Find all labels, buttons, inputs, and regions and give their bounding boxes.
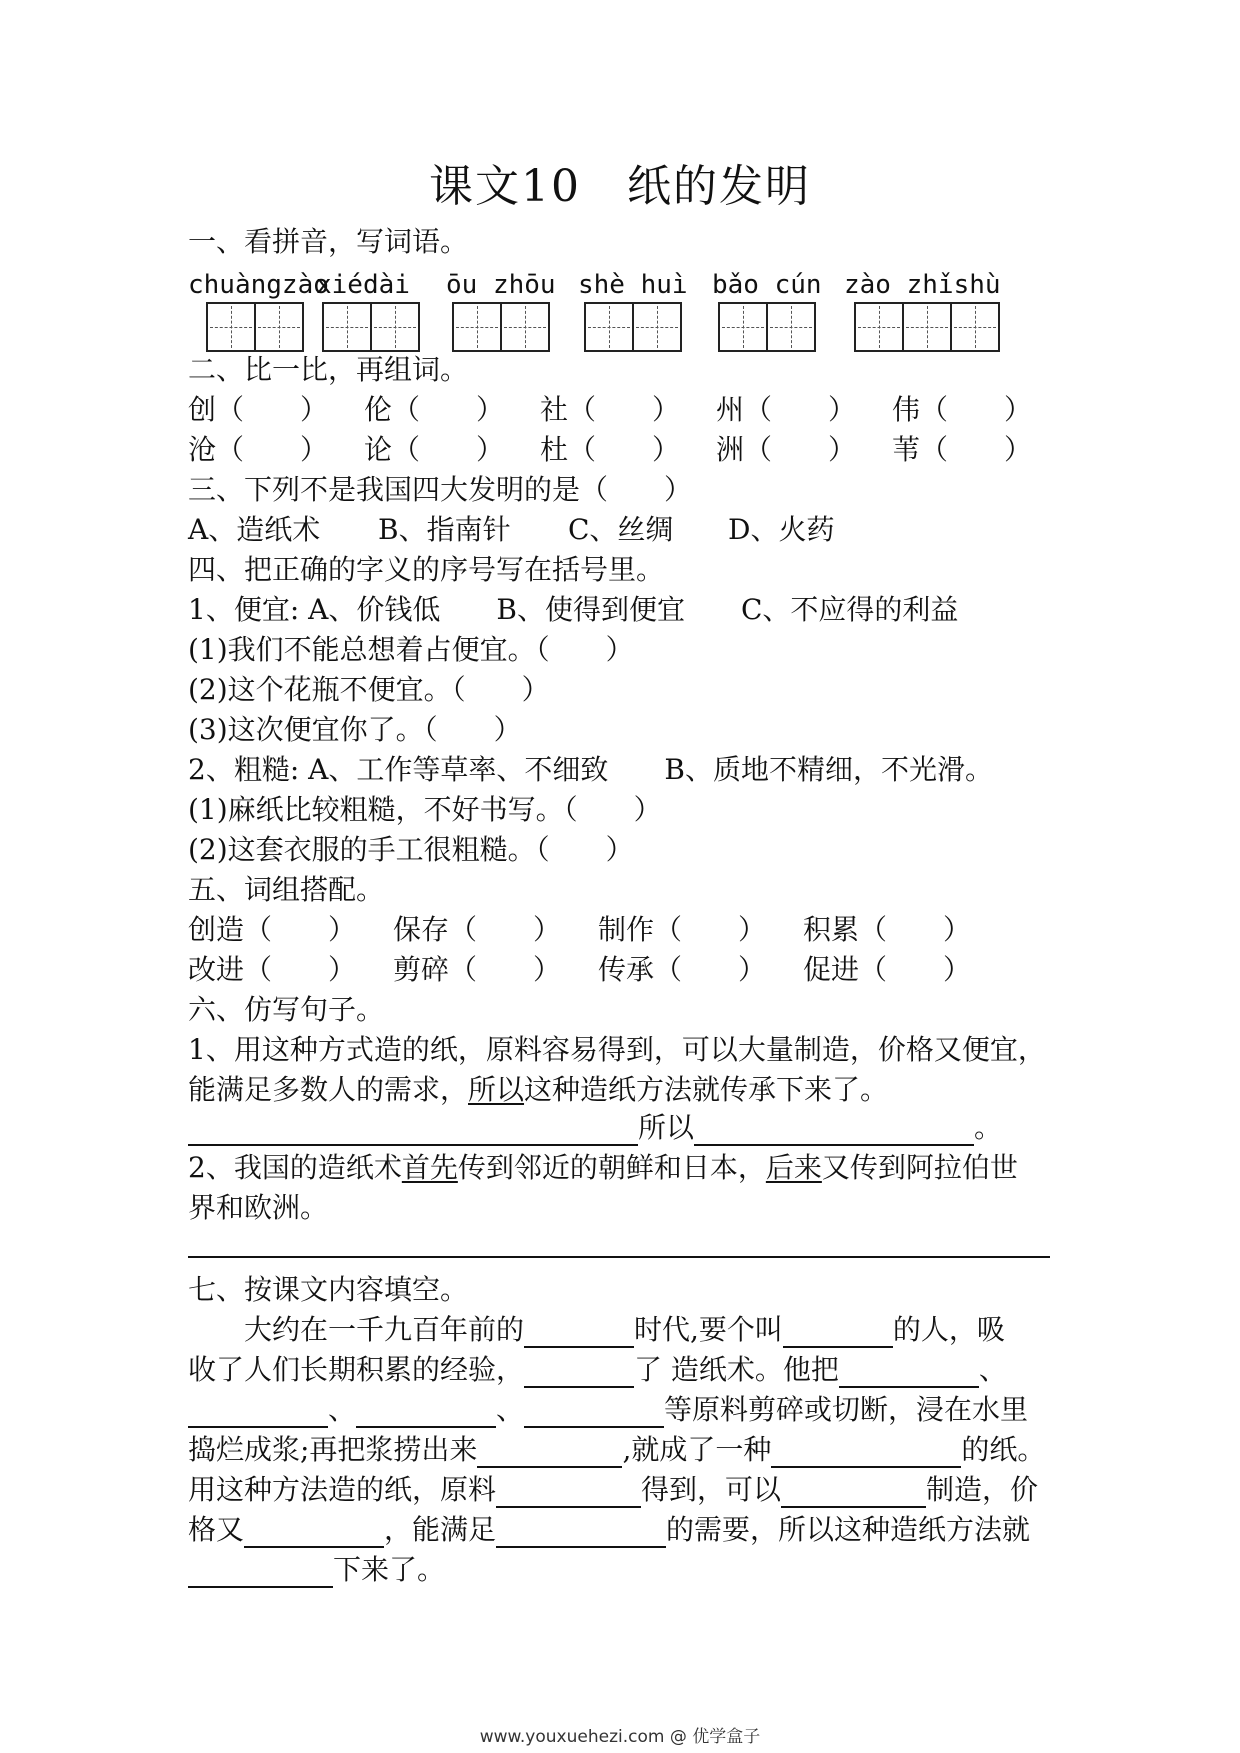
- sentence-text: 传到邻近的朝鲜和日本，: [457, 1151, 766, 1184]
- match-item: 制作（ ）: [598, 913, 767, 946]
- match-row-1: [188, 912, 971, 948]
- underlined-keyword: 后来: [765, 1151, 822, 1184]
- fill-text: 大约在一千九百年前的: [244, 1313, 525, 1346]
- option-c: C、丝绸: [568, 513, 674, 546]
- pinyin-label: chuàngzào: [188, 270, 329, 300]
- pinyin-label: zào zhǐshù: [844, 270, 1001, 300]
- pinyin-label: bǎo cún: [712, 270, 822, 300]
- question-1-definitions: 1、便宜: A、价钱低 B、使得到便宜 C、不应得的利益: [188, 593, 959, 626]
- compare-item: 州（ ）: [716, 393, 857, 426]
- fill-line-3: [188, 1392, 1028, 1428]
- fill-blank[interactable]: [188, 1396, 328, 1428]
- compare-item: 论（ ）: [364, 433, 505, 466]
- section-7-heading: 七、按课文内容填空。: [188, 1273, 469, 1306]
- option-a: A、造纸术: [188, 513, 321, 546]
- sentence-text: 又传到阿拉伯世: [821, 1151, 1018, 1184]
- choice-options: [188, 512, 834, 548]
- writing-boxes[interactable]: [718, 302, 816, 352]
- writing-boxes[interactable]: [584, 302, 682, 352]
- writing-boxes[interactable]: [452, 302, 550, 352]
- fill-text: 收了人们长期积累的经验，: [188, 1353, 525, 1386]
- pinyin-item: [188, 268, 329, 302]
- answer-blank[interactable]: [694, 1114, 974, 1146]
- answer-line[interactable]: [188, 1256, 1050, 1258]
- fill-blank[interactable]: [496, 1516, 666, 1548]
- match-item: 改进（ ）: [188, 953, 357, 986]
- match-item: 积累（ ）: [803, 913, 972, 946]
- fill-text: 的纸。: [961, 1433, 1046, 1466]
- pinyin-item: [712, 268, 822, 302]
- fill-line-1: [244, 1312, 1005, 1348]
- match-row-2: [188, 952, 971, 988]
- fill-text: 捣烂成浆;再把浆捞出来: [188, 1433, 478, 1466]
- sentence-text: 这种造纸方法就传承下来了。: [524, 1073, 889, 1106]
- fill-text: 等原料剪碎或切断，浸在水里: [664, 1393, 1029, 1426]
- answer-connector: 所以: [638, 1111, 695, 1144]
- pinyin-exercise: [188, 268, 1068, 360]
- match-item: 剪碎（ ）: [393, 953, 562, 986]
- pinyin-label: shè huì: [578, 270, 688, 300]
- fill-blank[interactable]: [839, 1356, 979, 1388]
- match-item: 创造（ ）: [188, 913, 357, 946]
- fill-blank[interactable]: [524, 1356, 634, 1388]
- pinyin-item: [578, 268, 688, 302]
- question-2-item: (1)麻纸比较粗糙，不好书写。（ ）: [188, 793, 662, 826]
- fill-text: 了 造纸术。他把: [634, 1353, 839, 1386]
- match-item: 促进（ ）: [803, 953, 972, 986]
- fill-blank[interactable]: [477, 1436, 622, 1468]
- fill-text: 的需要，所以这种造纸方法就: [666, 1513, 1031, 1546]
- fill-text: 、: [328, 1393, 357, 1426]
- fill-blank[interactable]: [356, 1396, 496, 1428]
- compare-item: 苇（ ）: [892, 433, 1033, 466]
- section-6-heading: 六、仿写句子。: [188, 993, 385, 1026]
- fill-text: 得到，可以: [641, 1473, 782, 1506]
- compare-item: 社（ ）: [540, 393, 681, 426]
- question-2-definitions: 2、粗糙: A、工作等草率、不细致 B、质地不精细，不光滑。: [188, 753, 993, 786]
- fill-blank[interactable]: [188, 1556, 333, 1588]
- footer-watermark: www.youxuehezi.com @ 优学盒子: [479, 1727, 761, 1747]
- section-4-heading: 四、把正确的字义的序号写在括号里。: [188, 553, 665, 586]
- fill-text: 的人，吸: [892, 1313, 1005, 1346]
- fill-blank[interactable]: [496, 1476, 641, 1508]
- sentence-text: 能满足多数人的需求，: [188, 1073, 469, 1106]
- fill-text: 、: [978, 1353, 1007, 1386]
- answer-period: 。: [974, 1111, 1003, 1144]
- sentence-1-answer: [188, 1110, 1002, 1146]
- fill-blank[interactable]: [244, 1516, 384, 1548]
- compare-row-1: [188, 392, 1032, 428]
- compare-item: 伟（ ）: [892, 393, 1033, 426]
- match-item: 保存（ ）: [393, 913, 562, 946]
- question-1-item: (3)这次便宜你了。（ ）: [188, 713, 522, 746]
- pinyin-item: [446, 268, 556, 302]
- match-item: 传承（ ）: [598, 953, 767, 986]
- section-1-heading: 一、看拼音，写词语。: [188, 225, 469, 258]
- fill-line-6: [188, 1512, 1030, 1548]
- fill-blank[interactable]: [781, 1476, 926, 1508]
- writing-boxes[interactable]: [206, 302, 304, 352]
- fill-blank[interactable]: [771, 1436, 961, 1468]
- fill-text: 、: [496, 1393, 525, 1426]
- fill-text: 时代,要个叫: [634, 1313, 783, 1346]
- fill-blank[interactable]: [783, 1316, 893, 1348]
- writing-boxes[interactable]: [854, 302, 1000, 352]
- pinyin-label: ōu zhōu: [446, 270, 556, 300]
- fill-text: ,就成了一种: [622, 1433, 772, 1466]
- fill-text: 用这种方法造的纸，原料: [188, 1473, 497, 1506]
- fill-text: ，能满足: [384, 1513, 497, 1546]
- fill-line-2: [188, 1352, 1007, 1388]
- question-2-item: (2)这套衣服的手工很粗糙。（ ）: [188, 833, 634, 866]
- section-5-heading: 五、词组搭配。: [188, 873, 385, 906]
- option-b: B、指南针: [378, 513, 511, 546]
- page-title: 课文10 纸的发明: [429, 161, 811, 212]
- fill-text: 制造，价: [926, 1473, 1039, 1506]
- fill-blank[interactable]: [524, 1396, 664, 1428]
- sentence-1-line-1: 1、用这种方式造的纸，原料容易得到，可以大量制造，价格又便宜，: [188, 1033, 1046, 1066]
- fill-line-5: [188, 1472, 1038, 1508]
- compare-item: 伦（ ）: [364, 393, 505, 426]
- answer-blank[interactable]: [188, 1114, 638, 1146]
- fill-text: 格又: [188, 1513, 245, 1546]
- compare-item: 杜（ ）: [540, 433, 681, 466]
- underlined-keyword: 所以: [468, 1073, 525, 1106]
- question-1-item: (2)这个花瓶不便宜。（ ）: [188, 673, 550, 706]
- writing-boxes[interactable]: [322, 302, 420, 352]
- pinyin-item: [316, 268, 410, 302]
- pinyin-item: [844, 268, 1001, 302]
- fill-text: 下来了。: [333, 1553, 446, 1586]
- section-3-heading: 三、下列不是我国四大发明的是（ ）: [188, 473, 693, 506]
- sentence-text: 2、我国的造纸术: [188, 1151, 402, 1184]
- fill-blank[interactable]: [524, 1316, 634, 1348]
- sentence-2-line-1: [188, 1150, 1018, 1186]
- fill-line-7: [188, 1552, 445, 1588]
- pinyin-label: xiédài: [316, 270, 410, 300]
- question-1-item: (1)我们不能总想着占便宜。（ ）: [188, 633, 634, 666]
- underlined-keyword: 首先: [401, 1151, 458, 1184]
- compare-item: 创（ ）: [188, 393, 329, 426]
- fill-line-4: [188, 1432, 1045, 1468]
- compare-item: 洲（ ）: [716, 433, 857, 466]
- section-2-heading: 二、比一比，再组词。: [188, 353, 469, 386]
- compare-item: 沧（ ）: [188, 433, 329, 466]
- sentence-2-line-2: 界和欧洲。: [188, 1191, 329, 1224]
- sentence-1-line-2: [188, 1072, 888, 1108]
- compare-row-2: [188, 432, 1032, 468]
- option-d: D、火药: [728, 513, 835, 546]
